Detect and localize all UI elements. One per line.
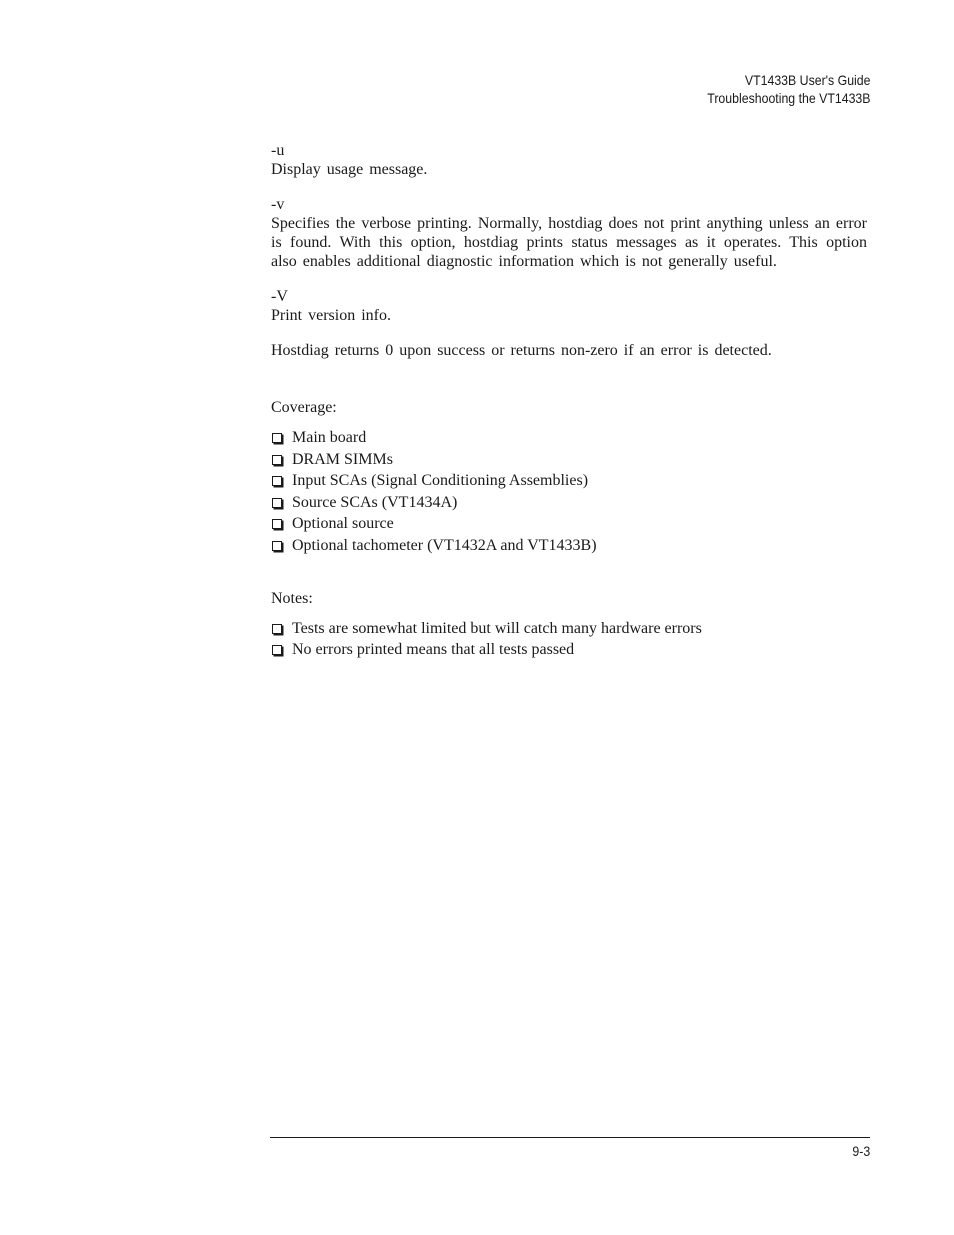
return-value-summary: Hostdiag returns 0 upon success or returns non-zero if an error is detected. [271,342,772,359]
coverage-label: Coverage: [271,399,337,416]
checkbox-bullet-icon [272,498,282,508]
checkbox-bullet-icon [272,624,282,634]
page-number: 9-3 [852,1143,870,1159]
option-flag: -u [271,142,285,159]
checkbox-bullet-icon [272,433,282,443]
notes-section [271,589,867,661]
option-description: Display usage message. [271,161,428,178]
list-item: Input SCAs (Signal Conditioning Assemblies) [271,470,867,492]
header-guide-title: VT1433B User's Guide [744,72,870,88]
coverage-list [271,427,867,557]
page-body [271,141,867,661]
list-item: Optional source [271,513,867,535]
footer-divider [270,1137,870,1138]
coverage-section [271,398,867,557]
notes-list [271,618,867,661]
option-description: Print version info. [271,307,391,324]
option-u [271,141,867,179]
option-description: Specifies the verbose printing. Normally, hostdiag does not print anything unless an error is found. With this option, hostdiag prints status messages as it operates. This option also enables additional diagnostic information which is not generally useful. [271,215,867,270]
running-header [707,71,870,107]
checkbox-bullet-icon [272,476,282,486]
checkbox-bullet-icon [272,455,282,465]
notes-label: Notes: [271,589,313,607]
option-V [271,287,867,325]
list-item: Optional tachometer (VT1432A and VT1433B) [271,535,867,557]
list-item: DRAM SIMMs [271,449,867,471]
option-flag: -V [271,288,288,305]
list-item: No errors printed means that all tests passed [271,639,867,661]
checkbox-bullet-icon [272,519,282,529]
list-item: Tests are somewhat limited but will catch many hardware errors [271,618,867,640]
header-chapter-title: Troubleshooting the VT1433B [706,90,870,106]
option-flag: -v [271,196,285,213]
list-item: Source SCAs (VT1434A) [271,492,867,514]
checkbox-bullet-icon [272,541,282,551]
option-v [271,195,867,271]
list-item: Main board [271,427,867,449]
checkbox-bullet-icon [272,645,282,655]
